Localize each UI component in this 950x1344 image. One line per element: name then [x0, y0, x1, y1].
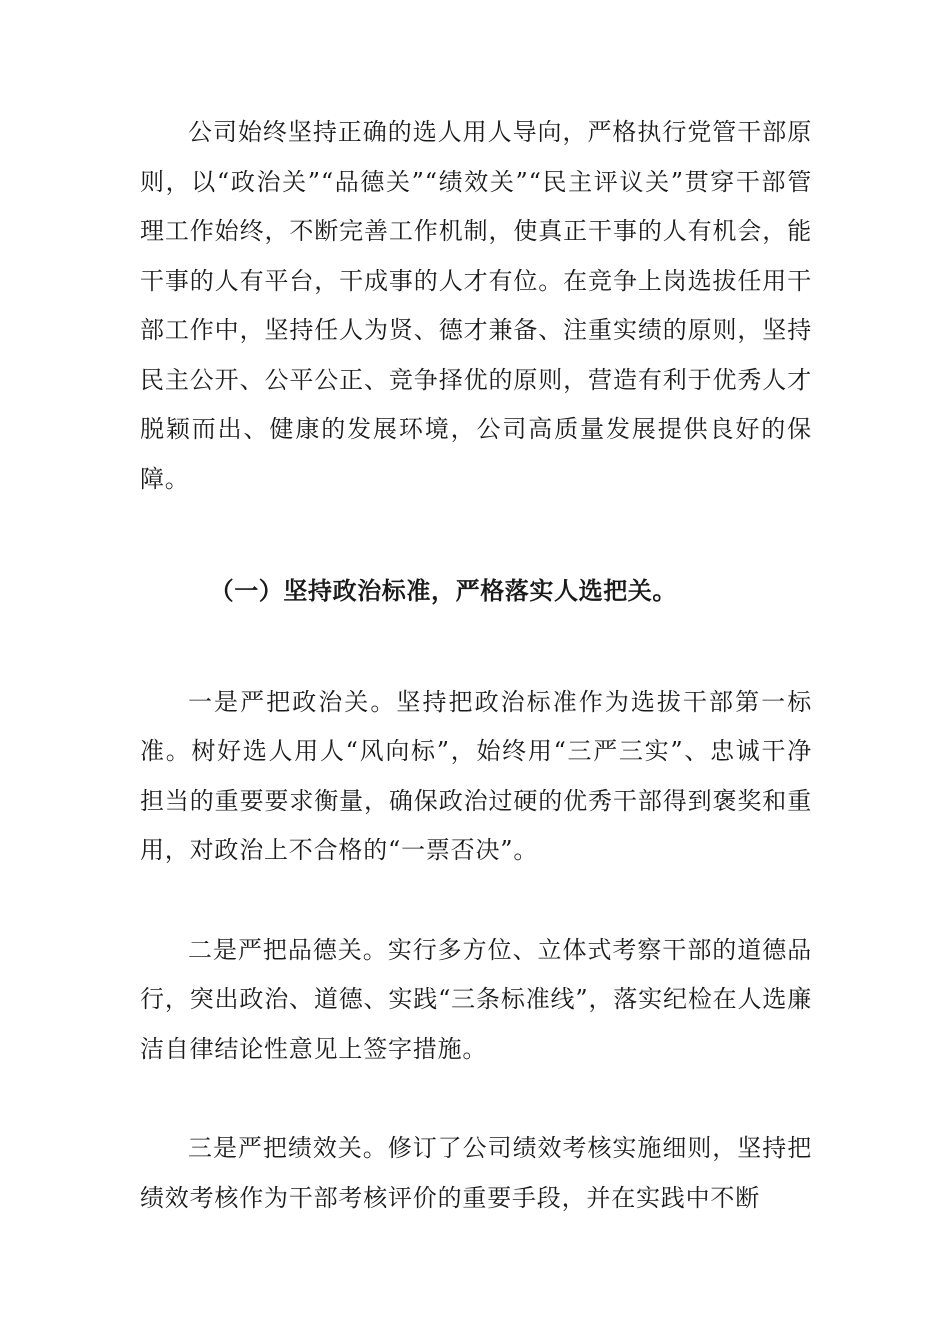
paragraph-moral: 二是严把品德关。实行多方位、立体式考察干部的道德品行，突出政治、道德、实践“三条标准线”，落实纪检在人选廉洁自律结论性意见上签字措施。	[140, 935, 812, 1063]
spacer	[140, 616, 812, 678]
intro-paragraph: 公司始终坚持正确的选人用人导向，严格执行党管干部原则，以“政治关”“品德关”“绩效关”“民主评议关”贯穿干部管理工作始终，不断完善工作机制，使真正干事的人有机会，能干事的人有平台，干成事的人才有位。在竞争上岗选拔任用干部工作中，坚持任人为贤、德才兼备、注重实绩的原则，坚持民主公开、公平公正、竞争择优的原则，营造有利于优秀人才脱颖而出、健康的发展环境，公司高质量发展提供良好的保障。	[140, 118, 812, 493]
spacer	[140, 1074, 812, 1124]
spacer	[140, 876, 812, 926]
spacer	[140, 504, 812, 566]
paragraph-performance: 三是严把绩效关。修订了公司绩效考核实施细则，坚持把绩效考核作为干部考核评价的重要手段，并在实践中不断	[140, 1134, 812, 1212]
document-page	[140, 108, 812, 1223]
paragraph-political: 一是严把政治关。坚持把政治标准作为选拔干部第一标准。树好选人用人“风向标”，始终用“三严三实”、忠诚干净担当的重要要求衡量，确保政治过硬的优秀干部得到褒奖和重用，对政治上不合格的“一票否决”。	[140, 687, 812, 864]
section-heading: （一）坚持政治标准，严格落实人选把关。	[209, 576, 677, 605]
